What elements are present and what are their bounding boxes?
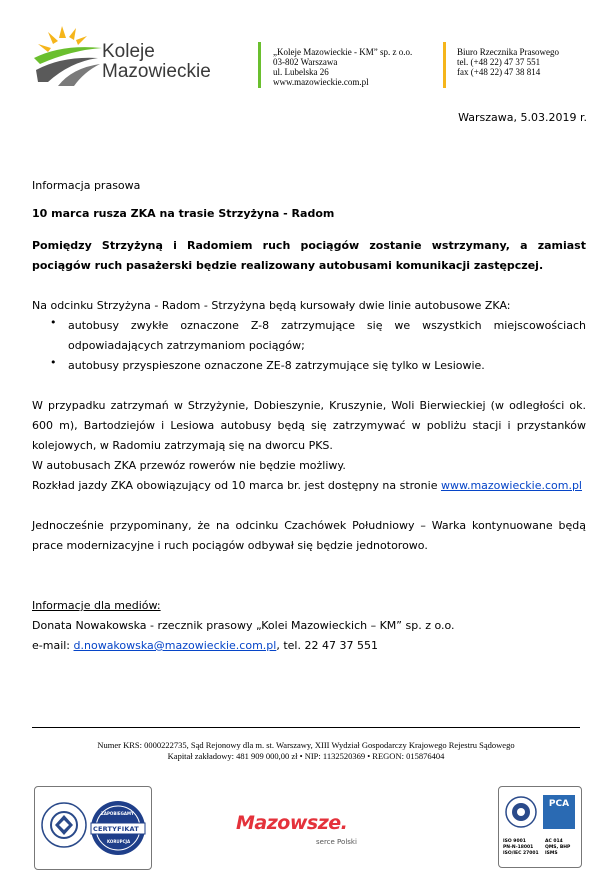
isms-code: ISMS bbox=[545, 851, 558, 856]
pn-n-18001: PN-N-18001 bbox=[503, 845, 534, 850]
pca-label: PCA bbox=[548, 799, 570, 809]
cert-sub-label: KORUPCJA bbox=[107, 839, 131, 844]
press-office-title: Biuro Rzecznika Prasowego bbox=[457, 47, 559, 57]
ac-code: AC 014 bbox=[545, 839, 563, 844]
bus-lines-list bbox=[32, 316, 586, 376]
lead-paragraph: Pomiędzy Strzyżyną i Radomiem ruch pociągów zostanie wstrzymany, a zamiast pociągów ruch pasażerski będzie realizowany autobusami komunikacji zastępczej. bbox=[32, 239, 586, 272]
company-web: www.mazowieckie.com.pl bbox=[273, 77, 369, 87]
company-address bbox=[273, 47, 443, 87]
media-heading: Informacje dla mediów: bbox=[32, 599, 161, 612]
iso-9001: ISO 9001 bbox=[503, 839, 526, 844]
footer-line1: Numer KRS: 0000222735, Sąd Rejonowy dla m. st. Warszawy, XIII Wydział Gospodarczy Krajowego Rejestru Sądowego bbox=[97, 740, 515, 750]
doc-type: Informacja prasowa bbox=[32, 179, 141, 192]
pca-codes bbox=[545, 839, 570, 857]
media-email-line bbox=[32, 636, 586, 656]
company-street: ul. Lubelska 26 bbox=[273, 67, 329, 77]
list-item bbox=[32, 316, 586, 356]
qms-code: QMS, BHP bbox=[545, 845, 571, 850]
email-label: e-mail: bbox=[32, 639, 74, 652]
company-name: „Koleje Mazowieckie - KM” sp. z o.o. bbox=[273, 47, 413, 57]
mazowsze-tagline: serce Polski bbox=[316, 838, 357, 846]
logo-sun-rails-icon bbox=[32, 24, 104, 88]
bullet-icon: • bbox=[50, 356, 57, 369]
pca-badge bbox=[543, 795, 575, 829]
quality-cert-icon bbox=[39, 795, 89, 861]
green-divider bbox=[258, 42, 261, 88]
press-office-fax: fax (+48 22) 47 38 814 bbox=[457, 67, 541, 77]
schedule-link[interactable]: www.mazowieckie.com.pl bbox=[440, 479, 582, 492]
media-contact: Donata Nowakowska - rzecznik prasowy „Kolei Mazowieckich – KM” sp. z o.o. bbox=[32, 619, 455, 632]
certificates-right bbox=[498, 786, 582, 868]
iso-seal-icon bbox=[504, 795, 538, 829]
yellow-divider bbox=[443, 42, 446, 88]
document-date: Warszawa, 5.03.2019 r. bbox=[458, 111, 587, 124]
footer-divider bbox=[32, 727, 580, 728]
company-postal: 03-802 Warszawa bbox=[273, 57, 338, 67]
intro-paragraph: Na odcinku Strzyżyna - Radom - Strzyżyna będą kursowały dwie linie autobusowe ZKA: bbox=[32, 299, 511, 312]
iso-27001: ISO/IEC 27001 bbox=[503, 851, 539, 856]
cert-top-label: ZAPOBIEGAMY bbox=[101, 811, 134, 816]
bullet-icon: • bbox=[50, 316, 57, 329]
list-item bbox=[32, 356, 586, 376]
schedule-paragraph bbox=[32, 476, 586, 496]
logo-line2: Mazowieckie bbox=[102, 61, 211, 82]
bullet-text: autobusy zwykłe oznaczone Z-8 zatrzymujące się we wszystkich miejscowościach odpowiadających zatrzymaniom pociągów; bbox=[68, 319, 586, 352]
mazowsze-logo bbox=[236, 812, 396, 856]
press-office bbox=[457, 47, 597, 77]
media-phone: , tel. 22 47 37 551 bbox=[276, 639, 378, 652]
footer-line2: Kapitał zakładowy: 481 909 000,00 zł • NIP: 1132520369 • REGON: 015876404 bbox=[167, 751, 445, 761]
certificates-left bbox=[34, 786, 152, 870]
company-logo bbox=[32, 24, 232, 88]
stops-paragraph: W przypadku zatrzymań w Strzyżynie, Dobieszynie, Kruszynie, Woli Bierwieckiej (w odległości ok. 600 m), Bartodziejów i Lesiowa autobusy będą się zatrzymywać w pobliżu stacji i przystanków kolejowych, w Radomiu zatrzymają się na dworcu PKS. bbox=[32, 399, 586, 452]
mazowsze-wordmark: Mazowsze. bbox=[236, 812, 348, 834]
footer-registration bbox=[32, 740, 580, 762]
schedule-text: Rozkład jazdy ZKA obowiązujący od 10 marca br. jest dostępny na stronie bbox=[32, 479, 438, 492]
headline: 10 marca rusza ZKA na trasie Strzyżyna - Radom bbox=[32, 207, 335, 220]
press-office-tel: tel. (+48 22) 47 37 551 bbox=[457, 57, 541, 67]
email-link[interactable]: d.nowakowska@mazowieckie.com.pl bbox=[73, 639, 277, 652]
document-body bbox=[32, 176, 586, 656]
reminder-paragraph: Jednocześnie przypominany, że na odcinku Czachówek Południowy – Warka kontynuowane będą prace modernizacyjne i ruch pociągów odbywał się będzie jednotorowo. bbox=[32, 519, 586, 552]
cert-label: CERTYFIKAT bbox=[93, 825, 139, 833]
bullet-text: autobusy przyspieszone oznaczone ZE-8 zatrzymujące się tylko w Lesiowie. bbox=[68, 359, 485, 372]
iso-codes bbox=[503, 839, 539, 857]
logo-line1: Koleje bbox=[102, 41, 155, 62]
bikes-paragraph: W autobusach ZKA przewóz rowerów nie będzie możliwy. bbox=[32, 459, 346, 472]
